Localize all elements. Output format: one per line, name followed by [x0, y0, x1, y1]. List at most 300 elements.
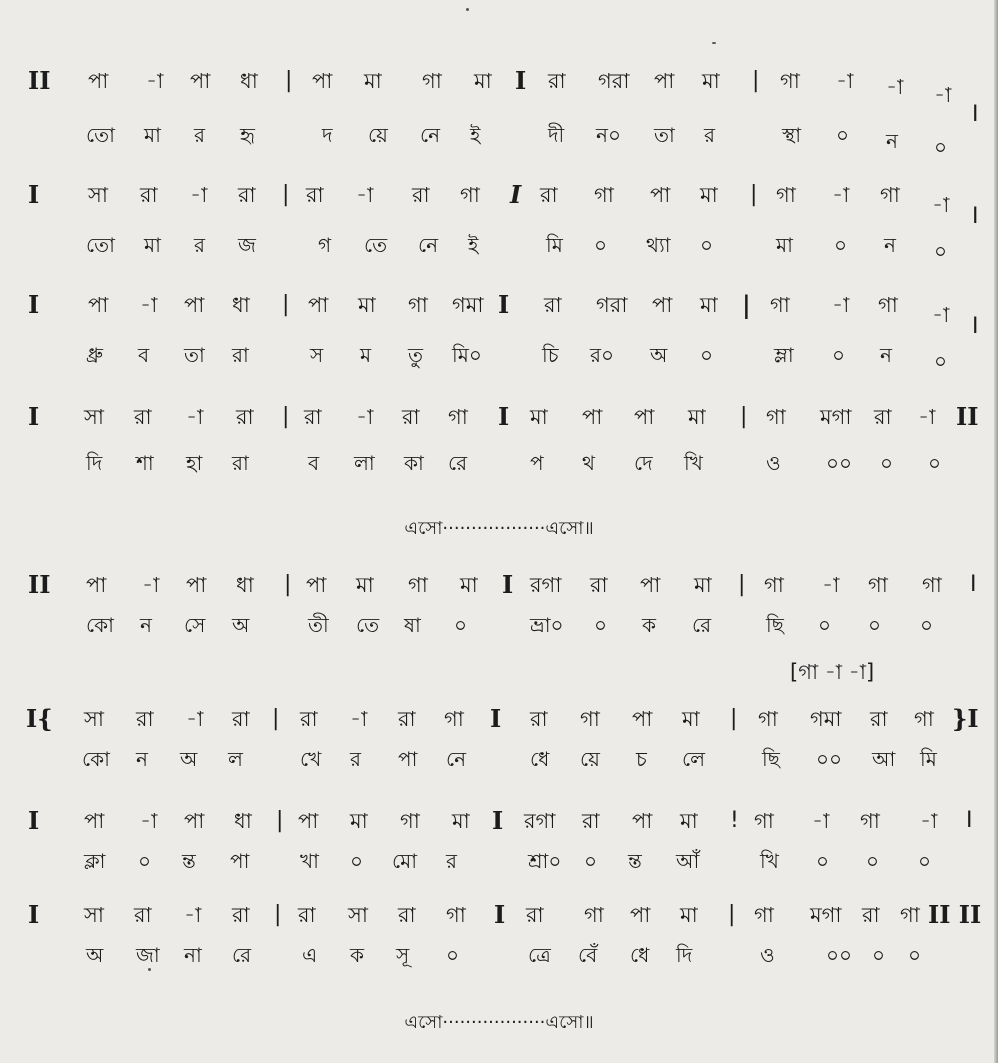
- lyric-row-5: [0, 610, 998, 644]
- note: পা: [308, 293, 329, 317]
- note: পা: [632, 707, 653, 731]
- syllable: শা: [136, 451, 154, 475]
- syllable: ন: [880, 343, 892, 367]
- syllable: তু: [408, 343, 424, 367]
- note: গা: [460, 183, 480, 207]
- syllable: জা: [136, 943, 160, 967]
- syllable: ০: [868, 613, 882, 637]
- open-bar: I: [28, 806, 40, 835]
- note: রা: [540, 183, 558, 207]
- syllable: ০০: [816, 747, 843, 771]
- syllable: মি: [920, 747, 937, 771]
- note: -া: [812, 809, 830, 833]
- note: গমা: [452, 293, 484, 317]
- note: গা: [754, 809, 774, 833]
- syllable: থ: [582, 451, 595, 475]
- note: পা: [654, 69, 675, 93]
- note: -া: [186, 405, 204, 429]
- print-speck: [712, 42, 716, 44]
- bar-line: I: [498, 290, 510, 319]
- syllable: ক: [642, 613, 656, 637]
- syllable: ষা: [404, 613, 421, 637]
- close-bar: I: [972, 204, 979, 229]
- syllable: ০: [934, 239, 948, 263]
- bar-line: |: [272, 706, 280, 731]
- note: ধা: [232, 293, 250, 317]
- syllable: ০: [832, 343, 846, 367]
- note: পা: [298, 809, 319, 833]
- syllable: চ: [636, 747, 647, 771]
- bar-line: |: [752, 68, 760, 93]
- syllable: ন্ত: [182, 849, 196, 873]
- syllable: অ: [232, 613, 250, 637]
- syllable: ০: [138, 849, 152, 873]
- note: -া: [190, 183, 208, 207]
- syllable: হৃ: [240, 123, 255, 147]
- note: রা: [544, 293, 562, 317]
- syllable: লে: [682, 747, 706, 771]
- syllable: ন্ত: [628, 849, 642, 873]
- note: মগা: [820, 405, 852, 429]
- note: গা: [780, 69, 800, 93]
- syllable: ল: [228, 747, 243, 771]
- syllable: ০: [350, 849, 364, 873]
- syllable: সে: [184, 613, 206, 637]
- syllable: লা: [354, 451, 375, 475]
- note: রা: [306, 183, 324, 207]
- note: রা: [548, 69, 566, 93]
- syllable: স: [310, 343, 324, 367]
- note: পা: [186, 573, 207, 597]
- close-bar: }I: [952, 704, 979, 733]
- lyric-row-6: [0, 744, 998, 778]
- syllable: মা: [144, 123, 161, 147]
- syllable: ০: [446, 943, 460, 967]
- syllable: ধে: [530, 747, 550, 771]
- note: মা: [364, 69, 382, 93]
- syllable: পা: [230, 849, 250, 873]
- syllable: ০: [872, 943, 886, 967]
- note: -া: [142, 573, 160, 597]
- note: গা: [880, 183, 900, 207]
- syllable: ছি: [766, 613, 784, 637]
- syllable: আ: [872, 747, 896, 771]
- note: মা: [702, 69, 720, 93]
- note: রা: [140, 183, 158, 207]
- syllable: মো: [392, 849, 418, 873]
- syllable: ০: [818, 613, 832, 637]
- note: গরা: [598, 69, 630, 93]
- syllable: ০: [908, 943, 922, 967]
- syllable: ন: [886, 129, 898, 153]
- close-bar: I: [966, 808, 973, 833]
- note: -া: [886, 75, 904, 99]
- note: পা: [634, 405, 655, 429]
- open-bar: I: [28, 900, 40, 929]
- syllable: য়ে: [368, 123, 388, 147]
- note: -া: [356, 183, 374, 207]
- note: সা: [348, 903, 368, 927]
- note: গা: [580, 707, 600, 731]
- note: গা: [860, 809, 880, 833]
- note: -া: [186, 707, 204, 731]
- note: গা: [766, 405, 786, 429]
- note: পা: [184, 809, 205, 833]
- syllable: ই: [470, 123, 481, 147]
- syllable: ০: [594, 613, 608, 637]
- note: গমা: [810, 707, 842, 731]
- note: রা: [402, 405, 420, 429]
- note: গা: [594, 183, 614, 207]
- note: -া: [934, 83, 952, 107]
- syllable: র: [194, 233, 206, 257]
- syllable: রে: [692, 613, 712, 637]
- open-bar: II: [28, 570, 51, 599]
- note: পা: [630, 903, 651, 927]
- syllable: ব: [138, 343, 150, 367]
- note: রা: [300, 707, 318, 731]
- bar-line: |: [730, 706, 738, 731]
- syllable: ও: [766, 451, 781, 475]
- note: মা: [474, 69, 492, 93]
- note: গা: [754, 903, 774, 927]
- bar-line: |: [738, 572, 746, 597]
- bar-line: I: [515, 66, 527, 95]
- note: রা: [134, 405, 152, 429]
- syllable: খে: [300, 747, 322, 771]
- bar-line: |: [285, 68, 293, 93]
- note: ধা: [240, 69, 258, 93]
- syllable: অ: [650, 343, 668, 367]
- note: -া: [146, 69, 164, 93]
- bar-line: I: [502, 570, 514, 599]
- note: -া: [932, 193, 950, 217]
- syllable: র: [350, 747, 362, 771]
- note: রা: [136, 707, 154, 731]
- note: গরা: [596, 293, 628, 317]
- syllable: তা: [654, 123, 675, 147]
- syllable: স্থা: [782, 123, 802, 147]
- note: গা: [770, 293, 790, 317]
- note: রা: [238, 183, 256, 207]
- lyric-row-3: [0, 340, 998, 374]
- note: গা: [922, 573, 942, 597]
- note: পা: [640, 573, 661, 597]
- close-bar: I: [972, 314, 979, 339]
- syllable: দ: [322, 123, 333, 147]
- syllable: ০০: [826, 943, 853, 967]
- syllable: নে: [418, 233, 439, 257]
- bar-line: |: [282, 404, 290, 429]
- syllable: ০: [920, 613, 934, 637]
- note: পা: [88, 293, 109, 317]
- bar-line: |: [750, 182, 758, 207]
- syllable: ত্রে: [528, 943, 551, 967]
- syllable: ম্লা: [774, 343, 794, 367]
- note: পা: [84, 809, 105, 833]
- print-speck: [148, 968, 151, 971]
- syllable: কো: [86, 613, 114, 637]
- syllable: না: [184, 943, 202, 967]
- syllable: ধে: [630, 943, 650, 967]
- note: -া: [140, 809, 158, 833]
- note: রা: [862, 903, 880, 927]
- note: -া: [932, 303, 950, 327]
- bar-line: |: [274, 902, 282, 927]
- syllable: ০: [928, 451, 942, 475]
- bar-line: |: [282, 182, 290, 207]
- lyric-row-7: [0, 846, 998, 880]
- note: ধা: [236, 573, 254, 597]
- syllable: ০: [834, 233, 848, 257]
- syllable: থ্যা: [646, 233, 671, 257]
- close-bar: I: [972, 102, 979, 127]
- note: রা: [874, 405, 892, 429]
- syllable: দী: [548, 123, 565, 147]
- note: -া: [356, 405, 374, 429]
- note: রা: [232, 707, 250, 731]
- lyric-row-1: [0, 120, 998, 159]
- syllable: ০: [866, 849, 880, 873]
- note: মা: [356, 573, 374, 597]
- note: -া: [822, 573, 840, 597]
- note: পা: [86, 573, 107, 597]
- note: মা: [358, 293, 376, 317]
- syllable: এ: [302, 943, 318, 967]
- syllable: নে: [446, 747, 467, 771]
- syllable: সূ: [396, 943, 410, 967]
- note: -া: [184, 903, 202, 927]
- close-bar: II: [956, 402, 979, 431]
- note: গা: [776, 183, 796, 207]
- syllable: পা: [398, 747, 418, 771]
- note: সা: [84, 707, 104, 731]
- note: রগা: [530, 573, 562, 597]
- note: মা: [700, 183, 718, 207]
- syllable: আঁ: [676, 849, 700, 873]
- note: মা: [700, 293, 718, 317]
- close-bar: II II: [928, 900, 982, 929]
- open-bar: I{: [26, 704, 53, 733]
- syllable: কা: [404, 451, 424, 475]
- syllable: রা: [232, 343, 249, 367]
- syllable: রা: [232, 451, 249, 475]
- syllable: তো: [86, 123, 115, 147]
- swara-row-6: [0, 704, 998, 738]
- syllable: ০: [880, 451, 894, 475]
- note: মা: [680, 809, 698, 833]
- syllable: জ: [238, 233, 256, 257]
- syllable: তে: [356, 613, 380, 637]
- syllable: র০: [590, 343, 615, 367]
- note: মা: [688, 405, 706, 429]
- syllable: ০: [934, 135, 948, 159]
- syllable: তা: [184, 343, 205, 367]
- note: পা: [632, 809, 653, 833]
- note: রা: [398, 903, 416, 927]
- syllable: অ: [86, 943, 104, 967]
- syllable: তী: [308, 613, 329, 637]
- open-bar: I: [28, 180, 40, 209]
- note: ধা: [234, 809, 252, 833]
- open-bar: I: [28, 290, 40, 319]
- bar-line: |: [740, 404, 748, 429]
- note: -া: [918, 405, 936, 429]
- note: পা: [88, 69, 109, 93]
- syllable: দি: [676, 943, 693, 967]
- syllable: বেঁ: [578, 943, 598, 967]
- note: গা: [868, 573, 888, 597]
- syllable: নে: [420, 123, 441, 147]
- bar-line: |: [284, 572, 292, 597]
- note: গা: [764, 573, 784, 597]
- syllable: ও: [760, 943, 775, 967]
- syllable: খি: [760, 849, 779, 873]
- note: রা: [134, 903, 152, 927]
- note: গা: [758, 707, 778, 731]
- note: পা: [306, 573, 327, 597]
- note: গা: [878, 293, 898, 317]
- syllable: ন০: [596, 123, 621, 147]
- note: গা: [446, 903, 466, 927]
- syllable: মি০: [452, 343, 482, 367]
- syllable: মা: [144, 233, 161, 257]
- note: রা: [232, 903, 250, 927]
- syllable: হা: [186, 451, 203, 475]
- syllable: ক্লা: [84, 849, 106, 873]
- note: গা: [422, 69, 442, 93]
- note: রগা: [524, 809, 556, 833]
- bar-line: I: [498, 402, 510, 431]
- syllable: ০: [700, 233, 714, 257]
- note: পা: [184, 293, 205, 317]
- bar-line: |: [742, 290, 751, 319]
- syllable: অ: [180, 747, 198, 771]
- note: রা: [526, 903, 544, 927]
- note: মা: [530, 405, 548, 429]
- swara-row-1: [0, 66, 998, 127]
- refrain-marker: এসো··················এসো॥: [404, 518, 594, 539]
- note: পা: [190, 69, 211, 93]
- lyric-row-2: [0, 230, 998, 264]
- syllable: তো: [86, 233, 115, 257]
- note: -া: [140, 293, 158, 317]
- note: -া: [920, 809, 938, 833]
- note: মা: [682, 707, 700, 731]
- syllable: খি: [684, 451, 703, 475]
- syllable: প: [530, 451, 544, 475]
- syllable: ০: [700, 343, 714, 367]
- syllable: শ্রা০: [528, 849, 562, 873]
- note: গা: [900, 903, 920, 927]
- bar-line: !: [730, 808, 739, 833]
- swara-row-8: [0, 900, 998, 934]
- note: রা: [870, 707, 888, 731]
- bar-line: |: [282, 292, 290, 317]
- note: -া: [832, 293, 850, 317]
- print-speck: [466, 8, 469, 11]
- syllable: গ: [318, 233, 332, 257]
- syllable: মা: [776, 233, 793, 257]
- syllable: দি: [86, 451, 103, 475]
- syllable: ই: [468, 233, 479, 257]
- syllable: ০: [584, 849, 598, 873]
- syllable: কো: [82, 747, 110, 771]
- syllable: য়ে: [580, 747, 600, 771]
- syllable: ০: [594, 233, 608, 257]
- note: গা: [444, 707, 464, 731]
- syllable: র: [704, 123, 716, 147]
- note: গা: [914, 707, 934, 731]
- bar-line: I: [510, 180, 522, 209]
- note: মা: [350, 809, 368, 833]
- note: রা: [236, 405, 254, 429]
- swara-row-3: [0, 290, 998, 339]
- note: মা: [680, 903, 698, 927]
- syllable: ০: [836, 123, 850, 147]
- note: পা: [652, 293, 673, 317]
- note: মগা: [810, 903, 842, 927]
- syllable: ০: [918, 849, 932, 873]
- alternate-ending: [গা -া -া]: [790, 660, 875, 684]
- bar-line: I: [494, 900, 506, 929]
- note: -া: [350, 707, 368, 731]
- syllable: ন: [884, 233, 896, 257]
- syllable: তে: [364, 233, 388, 257]
- syllable: চি: [542, 343, 559, 367]
- note: গা: [400, 809, 420, 833]
- note: রা: [412, 183, 430, 207]
- syllable: র: [194, 123, 206, 147]
- bar-line: I: [492, 806, 504, 835]
- note: রা: [530, 707, 548, 731]
- bar-line: I: [490, 704, 502, 733]
- syllable: ০০: [826, 451, 853, 475]
- note: সা: [88, 183, 108, 207]
- swara-row-4: [0, 402, 998, 436]
- note: রা: [304, 405, 322, 429]
- syllable: ০: [454, 613, 468, 637]
- note: -া: [836, 69, 854, 93]
- note: গা: [408, 293, 428, 317]
- note: রা: [398, 707, 416, 731]
- note: গা: [448, 405, 468, 429]
- syllable: খা: [300, 849, 319, 873]
- page-edge-shadow: [994, 0, 998, 1063]
- bar-line: |: [276, 808, 284, 833]
- syllable: ন: [140, 613, 152, 637]
- open-bar: I: [28, 402, 40, 431]
- note: -া: [832, 183, 850, 207]
- note: রা: [298, 903, 316, 927]
- syllable: ন: [136, 747, 148, 771]
- syllable: রে: [448, 451, 468, 475]
- syllable: মি: [546, 233, 563, 257]
- syllable: র: [446, 849, 458, 873]
- note: গা: [408, 573, 428, 597]
- note: গা: [584, 903, 604, 927]
- close-bar: I: [970, 572, 977, 597]
- syllable: ম: [360, 343, 372, 367]
- swara-row-2: [0, 180, 998, 229]
- note: রা: [590, 573, 608, 597]
- swara-row-7: [0, 806, 998, 840]
- open-bar: II: [28, 66, 51, 95]
- syllable: ক: [350, 943, 364, 967]
- note: রা: [582, 809, 600, 833]
- lyric-row-4: [0, 448, 998, 482]
- note: পা: [650, 183, 671, 207]
